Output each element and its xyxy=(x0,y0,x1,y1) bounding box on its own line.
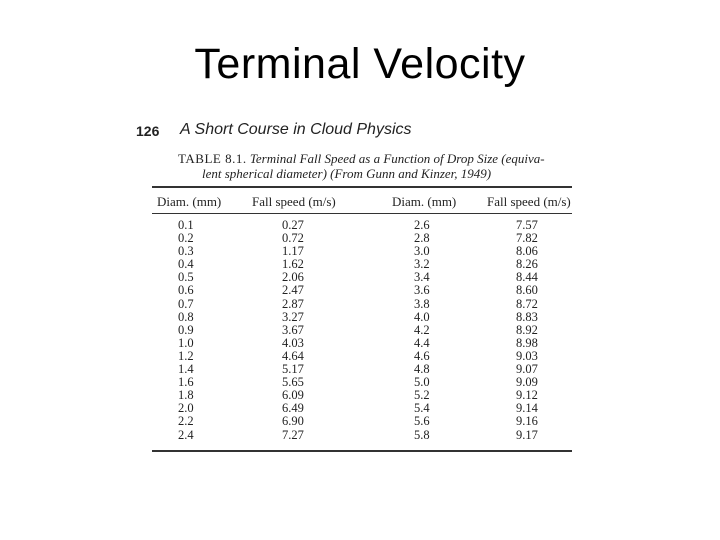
table-cell: 1.6 xyxy=(178,375,194,390)
table-cell: 9.07 xyxy=(516,362,538,377)
table-cell: 9.12 xyxy=(516,388,538,403)
table-cell: 1.0 xyxy=(178,335,194,350)
header-fall-speed-1: Fall speed (m/s) xyxy=(252,194,336,209)
table-cell: 4.0 xyxy=(414,309,430,324)
table-cell: 0.8 xyxy=(178,309,194,324)
table-cell: 2.06 xyxy=(282,270,304,285)
table-cell: 2.0 xyxy=(178,401,194,416)
table-cell: 0.72 xyxy=(282,231,304,246)
table-cell: 9.16 xyxy=(516,414,538,429)
table-cell: 0.2 xyxy=(178,231,194,246)
table-cell: 4.2 xyxy=(414,322,430,337)
table-cell: 2.87 xyxy=(282,296,304,311)
caption-line-1: Terminal Fall Speed as a Function of Drop Size (equiva- xyxy=(249,151,545,166)
table-cell: 1.2 xyxy=(178,348,194,363)
table-cell: 1.4 xyxy=(178,362,194,377)
table-cell: 9.17 xyxy=(516,427,538,442)
table-cell: 6.49 xyxy=(282,401,304,416)
table-cell: 3.2 xyxy=(414,257,430,272)
table-cell: 2.4 xyxy=(178,427,194,442)
table-cell: 1.17 xyxy=(282,244,304,259)
table-cell: 8.98 xyxy=(516,335,538,350)
table-cell: 2.47 xyxy=(282,283,304,298)
table-cell: 3.67 xyxy=(282,322,304,337)
slide-title: Terminal Velocity xyxy=(194,40,526,88)
table-cell: 1.8 xyxy=(178,388,194,403)
header-diameter-2: Diam. (mm) xyxy=(392,194,457,209)
table-cell: 3.0 xyxy=(414,244,430,259)
table-cell: 5.8 xyxy=(414,427,430,442)
table-cell: 2.2 xyxy=(178,414,194,429)
fall-speed-column-2 xyxy=(516,219,538,442)
table-cell: 8.44 xyxy=(516,270,538,285)
fall-speed-column-1 xyxy=(282,219,304,442)
table-cell: 4.64 xyxy=(282,348,304,363)
header-diameter-1: Diam. (mm) xyxy=(157,194,222,209)
table-cell: 0.6 xyxy=(178,283,194,298)
table-cell: 5.4 xyxy=(414,401,430,416)
table-caption xyxy=(178,151,578,181)
table-cell: 5.6 xyxy=(414,414,430,429)
diameter-column-2 xyxy=(414,219,430,442)
table-cell: 8.72 xyxy=(516,296,538,311)
table-cell: 0.9 xyxy=(178,322,194,337)
table-cell: 9.14 xyxy=(516,401,538,416)
table-cell: 0.4 xyxy=(178,257,194,272)
table-cell: 8.92 xyxy=(516,322,538,337)
table-cell: 6.90 xyxy=(282,414,304,429)
table-cell: 7.82 xyxy=(516,231,538,246)
table-cell: 3.6 xyxy=(414,283,430,298)
table-cell: 6.09 xyxy=(282,388,304,403)
diameter-column-1 xyxy=(178,219,194,442)
table-cell: 3.27 xyxy=(282,309,304,324)
table-cell: 7.27 xyxy=(282,427,304,442)
table-cell: 5.0 xyxy=(414,375,430,390)
table-cell: 0.1 xyxy=(178,218,194,232)
table-cell: 0.7 xyxy=(178,296,194,311)
table-cell: 7.57 xyxy=(516,218,538,232)
table-cell: 0.3 xyxy=(178,244,194,259)
table-cell: 9.03 xyxy=(516,348,538,363)
table-cell: 9.09 xyxy=(516,375,538,390)
table-cell: 4.03 xyxy=(282,335,304,350)
table-cell: 8.60 xyxy=(516,283,538,298)
header-fall-speed-2: Fall speed (m/s) xyxy=(487,194,571,209)
table-cell: 4.4 xyxy=(414,335,430,350)
table-cell: 4.8 xyxy=(414,362,430,377)
table-cell: 8.26 xyxy=(516,257,538,272)
table-cell: 8.06 xyxy=(516,244,538,259)
table-cell: 2.8 xyxy=(414,231,430,246)
table-cell: 0.27 xyxy=(282,218,304,232)
table-cell: 0.5 xyxy=(178,270,194,285)
table-cell: 5.17 xyxy=(282,362,304,377)
table-cell: 2.6 xyxy=(414,218,430,232)
table-bottom-rule xyxy=(152,450,572,452)
caption-line-2: lent spherical diameter) (From Gunn and Kinzer, 1949) xyxy=(202,166,492,181)
table-cell: 3.8 xyxy=(414,296,430,311)
table-header-rule xyxy=(152,213,572,214)
table-cell: 5.2 xyxy=(414,388,430,403)
table-cell: 5.65 xyxy=(282,375,304,390)
table-cell: 8.83 xyxy=(516,309,538,324)
table-cell: 4.6 xyxy=(414,348,430,363)
table-id: TABLE 8.1. xyxy=(178,151,247,166)
table-cell: 3.4 xyxy=(414,270,430,285)
table-top-rule xyxy=(152,186,572,188)
page-number: 126 xyxy=(136,123,160,139)
table-cell: 1.62 xyxy=(282,257,304,272)
book-title: A Short Course in Cloud Physics xyxy=(180,121,412,138)
